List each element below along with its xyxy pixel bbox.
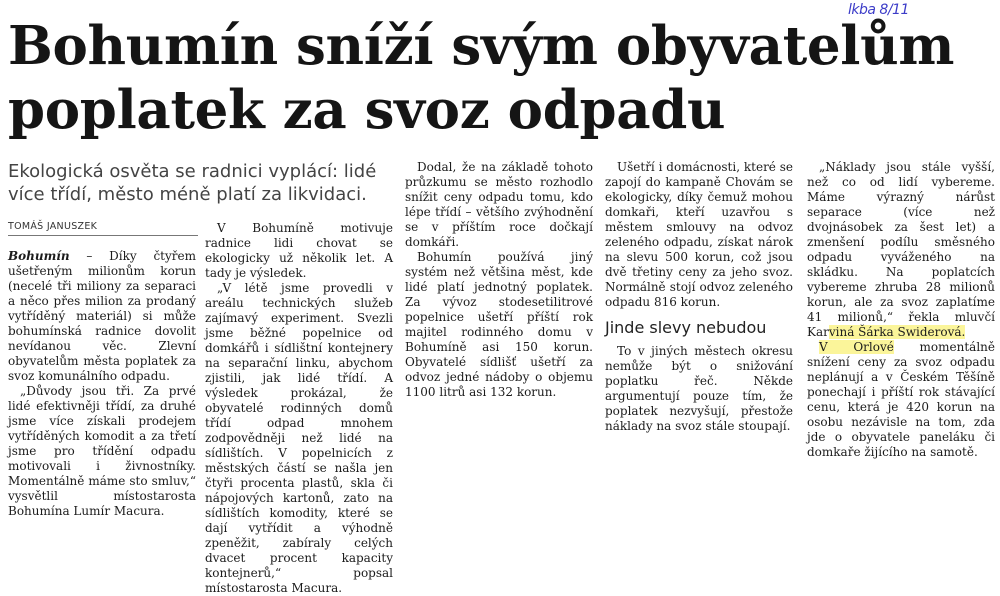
paragraph-5-text: Dodal, že na základě tohoto průzkumu se město rozhodlo snížit ceny odpadu tomu, kdo lépe třídí – většího zvýhodnění se v příštím roce dočkají domkáři.	[405, 160, 593, 249]
paragraph-10-text: momentálně snížení ceny za svoz odpadu neplánují a v Českém Těšíně ponechají i příští rok stávající cenu, která je 420 korun na osobu nezávisle na tom, zda jde o obyvatele paneláku či domkaře žijícího na samotě.	[807, 340, 995, 459]
paragraph-6-text: Bohumín používá jiný systém než většina měst, kde lidé platí jednotný poplatek. Za vývoz stodesetilitrové popelnice ušetří příští rok majitel rodinného domu v Bohumíně asi 150 korun. Obyvatelé sídlišť ušetří za odvoz jedné nádoby o objemu 1100 litrů asi 132 korun.	[405, 250, 593, 399]
paragraph-lead	[8, 249, 196, 384]
paragraph-9-text: „Náklady jsou stále vyšší, než co od lidí vybereme. Máme výrazný nárůst separace (více než dvojnásobek za šest let) a zmenšení podílu směsného odpadu vyváženého na skládku. Na poplatcích vybereme zhruba 28 milionů korun, ale za svoz zaplatíme 41 milionů,“ řekla mluvčí Kar	[807, 160, 995, 339]
paragraph-9	[807, 160, 995, 340]
highlighted-city: V Orlové	[819, 340, 894, 354]
subheadline: Ekologická osvěta se radnici vyplácí: lidé více třídí, město méně platí za likvidaci.	[8, 161, 377, 205]
article-column-4	[605, 160, 793, 434]
paragraph-10	[807, 340, 995, 460]
paragraph-8-text: To v jiných městech okresu nemůže být o snižování poplatku řeč. Někde argumentují pouze tím, že poplatek nezvyšují, přestože náklady na svoz stále stoupají.	[605, 344, 793, 433]
highlighted-name: viná Šárka Swiderová.	[828, 325, 966, 339]
article-column-1	[8, 249, 196, 519]
headline: Bohumín sníží svým obyvatelům poplatek za svoz odpadu	[8, 15, 955, 141]
paragraph-4-text: „V létě jsme provedli v areálu technických služeb zajímavý experiment. Svezli jsme běžné popelnice od domkářů i sídlištní kontejnery na separační linku, abychom zjistili, jak lidé třídí. A výsledek prokázal, že obyvatelé rodinných domů třídí odpad mnohem zodpovědněji než lidé na sídlištích. V popelnicích z městských částí se našla jen čtyři procenta plastů, skla či nápojových kartonů, zato na sídlištích komodity, které se dají vytřídit a výhodně zpeněžit, zabíraly celých dvacet procent kapacity kontejnerů,“ popsal místostarosta Macura.	[205, 281, 393, 595]
section-subtitle: Jinde slevy nebudou	[605, 318, 767, 337]
author-byline: TOMÁŠ JANUSZEK	[8, 221, 198, 236]
lead-word: Bohumín	[8, 249, 70, 263]
article-column-5	[807, 160, 995, 460]
handwritten-stamp: lkba 8/11	[848, 2, 909, 18]
article-column-3	[405, 160, 593, 400]
paragraph-2-text: „Důvody jsou tři. Za prvé lidé efektivněji třídí, za druhé jsme více získali prodejem vytříděných komodit a za třetí jsme pro třídění odpadu motivovali i živnostníky. Momentálně máme sto smluv,“ vysvětlil místostarosta Bohumína Lumír Macura.	[8, 384, 196, 518]
paragraph-7-text: Ušetří i domácnosti, které se zapojí do kampaně Chovám se ekologicky, díky čemuž mohou domkaři, kteří uzavřou s městem smlouvy na odvoz zeleného odpadu, získat nárok na slevu 500 korun, což jsou dvě třetiny ceny za jeho svoz. Normálně stojí odvoz zeleného odpadu 816 korun.	[605, 160, 793, 309]
article-column-2	[205, 221, 393, 596]
paragraph-1-text: – Díky čtyřem ušetřeným milionům korun (necelé tři miliony za separaci a něco přes milion za prodaný vytříděný materiál) si může bohumínská radnice dovolit nevídanou věc. Zlevní obyvatelům města poplatek za svoz komunálního odpadu.	[8, 249, 196, 383]
paragraph-3-text: V Bohumíně motivuje radnice lidi chovat se ekologicky už několik let. A tady je výsledek.	[205, 221, 393, 280]
